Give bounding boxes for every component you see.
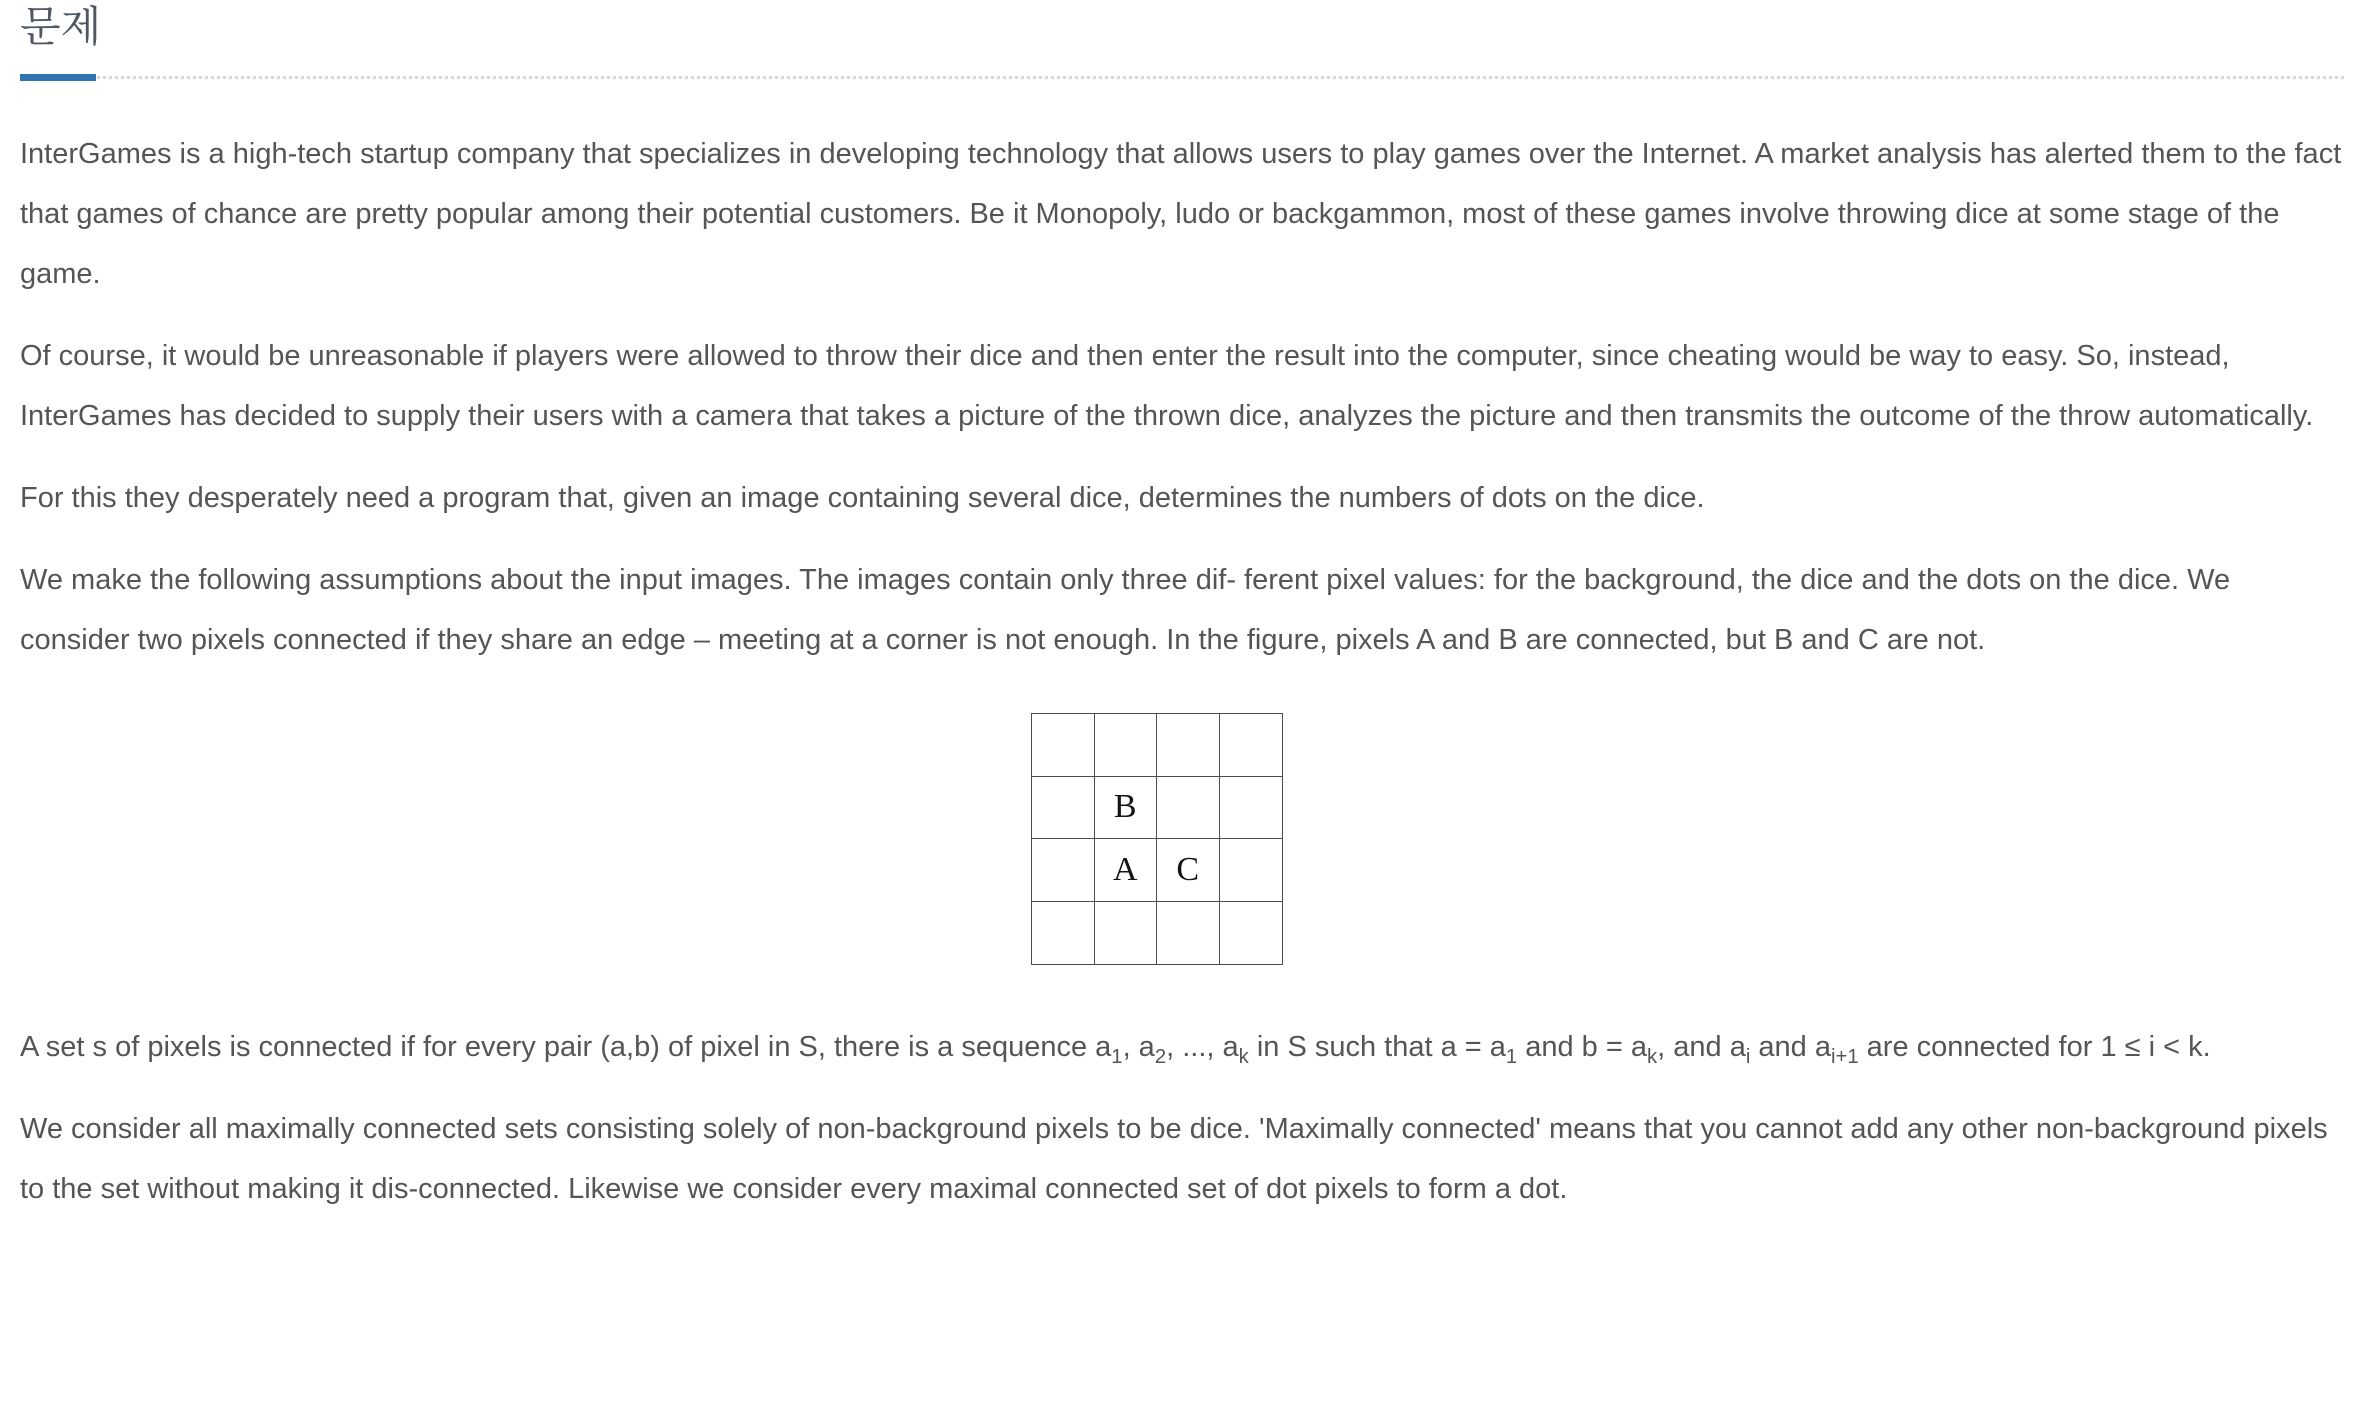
pixel-figure [1031, 713, 1283, 965]
title-accent-bar [20, 74, 96, 81]
pixel-grid [1031, 713, 1283, 965]
subscript: 1 [1111, 1045, 1123, 1068]
subscript: i [1745, 1045, 1751, 1068]
grid-cell [1220, 714, 1283, 777]
grid-cell [1220, 777, 1283, 840]
paragraph-maximal-sets: We consider all maximally connected sets consisting solely of non-background pixels to be dice. 'Maximally connected' means that you cannot add any other non-background pixels to the set without making it dis-connected. Likewise we consider every maximal connected set of dot pixels to form a dot. [20, 1113, 2328, 1205]
grid-cell [1157, 902, 1220, 965]
paragraph-assumptions: We make the following assumptions about the input images. The images contain only three dif- ferent pixel values: for the background, the dice and the dots on the dice. We consider two pixels connected if they share an edge – meeting at a corner is not enough. In the figure, pixels A and B are connected, but B and C are not. [20, 564, 2231, 656]
paragraph-intro: InterGames is a high-tech startup company that specializes in developing technology that allows users to play games over the Internet. A market analysis has alerted them to the fact that games of chance are pretty popular among their potential customers. Be it Monopoly, ludo or backgammon, most of these games involve throwing dice at some stage of the game. [20, 138, 2342, 290]
grid-cell-label: A [1112, 850, 1138, 888]
grid-cell [1220, 902, 1283, 965]
grid-cell [1095, 902, 1158, 965]
grid-cell [1032, 902, 1095, 965]
grid-cell [1095, 777, 1158, 840]
grid-cell [1157, 714, 1220, 777]
grid-cell [1032, 777, 1095, 840]
title-divider [20, 76, 2344, 79]
grid-cell-label: B [1113, 788, 1137, 826]
subscript: k [1647, 1045, 1658, 1068]
grid-cell [1095, 714, 1158, 777]
subscript: 1 [1505, 1045, 1518, 1068]
paragraph-program-need: For this they desperately need a program that, given an image containing several dice, determines the numbers of dots on the dice. [20, 482, 1705, 514]
subscript: 2 [1154, 1045, 1167, 1068]
grid-cell [1220, 839, 1283, 902]
page-title: 문제 [20, 3, 102, 50]
grid-cell [1157, 839, 1220, 902]
paragraph-connected-definition: A set s of pixels is connected if for every pair (a,b) of pixel in S, there is a sequence $a_1$, $a_2$, ..., $a_k$ in S such that $a = a_1$ and $b = a_k$, and $a_i$ and $a_{i+1}$ are connected for 1 ≤ i < k. [20, 1031, 2211, 1068]
grid-cell [1032, 714, 1095, 777]
paragraph-camera: Of course, it would be unreasonable if players were allowed to throw their dice and then enter the result into the computer, since cheating would be way to easy. So, instead, InterGames has decided to supply their users with a camera that takes a picture of the thrown dice, analyzes the picture and then transmits the outcome of the throw automatically. [20, 340, 2314, 432]
grid-cell [1032, 839, 1095, 902]
subscript: i+1 [1830, 1045, 1859, 1068]
grid-cell [1095, 839, 1158, 902]
grid-cell [1157, 777, 1220, 840]
subscript: k [1238, 1045, 1249, 1068]
grid-cell-label: C [1176, 850, 1200, 888]
problem-section [20, 124, 2344, 1219]
